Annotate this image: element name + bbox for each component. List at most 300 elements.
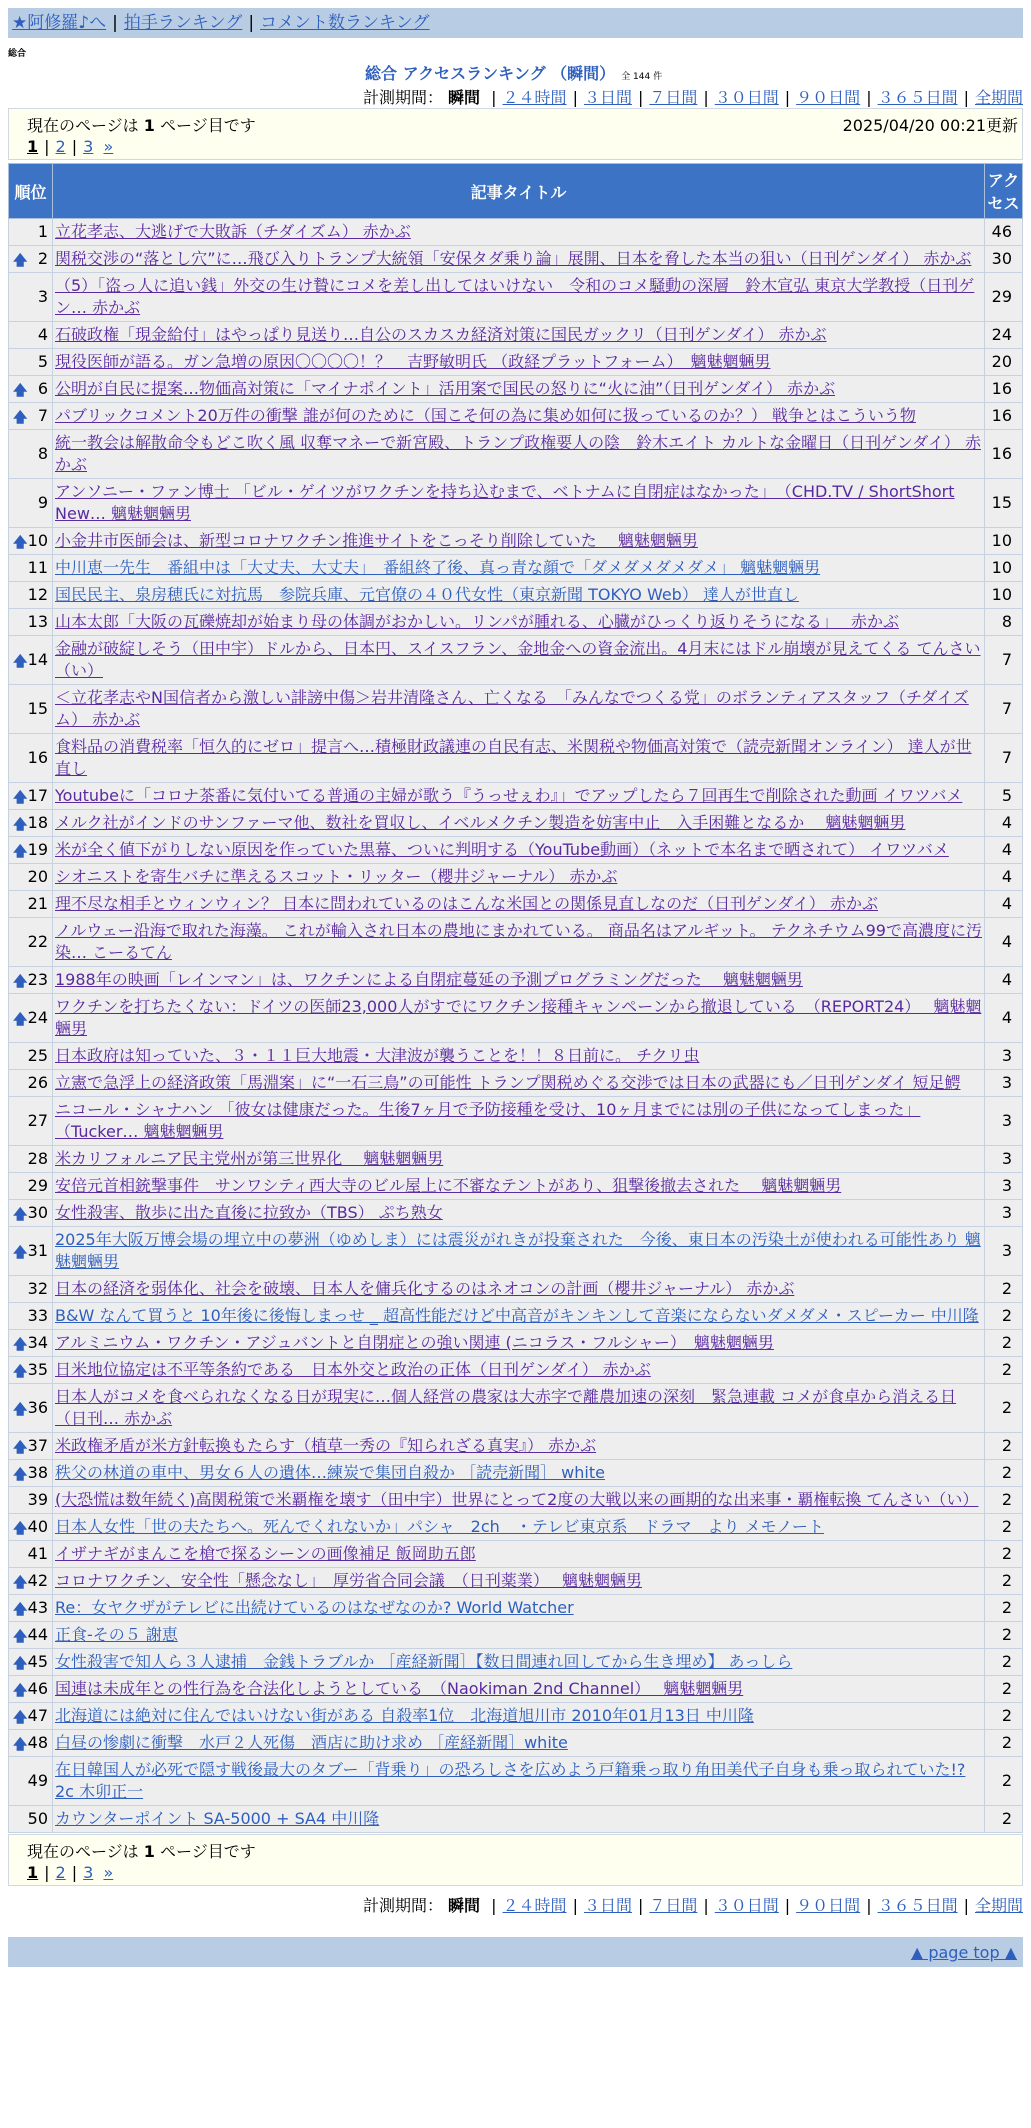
- article-title-link[interactable]: 現役医師が語る。ガン急増の原因〇〇〇〇！？ 吉野敏明氏 （政経プラットフォーム） 魑魅魍魎男: [55, 352, 771, 371]
- table-row: [9, 1541, 1023, 1568]
- title-cell: [53, 430, 985, 479]
- top-nav-bar: [8, 8, 1023, 38]
- rank-cell: [9, 479, 53, 528]
- access-count: 3: [985, 1200, 1023, 1227]
- rank-number: 9: [37, 493, 48, 512]
- period-label: 計測期間：: [362, 88, 443, 107]
- rank-cell: [9, 273, 53, 322]
- up-arrow-icon: 🡅: [13, 1467, 28, 1483]
- title-cell: [53, 918, 985, 967]
- table-row: [9, 1568, 1023, 1595]
- rank-number: 50: [27, 1809, 48, 1828]
- article-title-link[interactable]: アルミニウム・ワクチン・アジュバントと自閉症との強い関連 (ニコラス・フルシャー） 魑魅魍魎男: [55, 1333, 774, 1352]
- rank-number: 5: [37, 352, 48, 371]
- up-arrow-icon: 🡅: [13, 1440, 28, 1456]
- table-row: [9, 810, 1023, 837]
- up-arrow-icon: 🡅: [13, 1710, 28, 1726]
- table-row: [9, 864, 1023, 891]
- rank-cell: [9, 1330, 53, 1357]
- up-arrow-icon: 🡅: [13, 1602, 28, 1618]
- period-3d-link[interactable]: ３日間: [583, 88, 632, 107]
- title-cell: [53, 994, 985, 1043]
- table-row: [9, 528, 1023, 555]
- access-count: 2: [985, 1460, 1023, 1487]
- access-count: 10: [985, 582, 1023, 609]
- table-row: [9, 1622, 1023, 1649]
- article-title-link[interactable]: カウンターポイント SA-5000 + SA4 中川隆: [55, 1809, 380, 1828]
- article-title-link[interactable]: 北海道には絶対に住んではいけない街がある 自殺率1位 北海道旭川市 2010年01月13日 中川隆: [55, 1706, 754, 1725]
- article-title-link[interactable]: 理不尽な相手とウィンウィン？ 日本に問われているのはこんな米国との関係見直しなのだ（日刊ゲンダイ） 赤かぶ: [55, 894, 878, 913]
- period-separator: |: [703, 88, 709, 107]
- period-separator: |: [866, 1896, 872, 1915]
- table-row: [9, 1070, 1023, 1097]
- up-arrow-icon: 🡅: [13, 383, 28, 399]
- article-title-link[interactable]: 食料品の消費税率「恒久的にゼロ」提言へ…積極財政議連の自民有志、米関税や物価高対策で（読売新聞オンライン） 達人が世直し: [55, 737, 972, 778]
- period-90d-link[interactable]: ９０日間: [796, 1896, 861, 1915]
- article-title-link[interactable]: 女性殺害で知人ら３人逮捕 金銭トラブルか ［産経新聞］【数日間連れ回してから生き埋め】 あっしら: [55, 1652, 793, 1671]
- article-title-link[interactable]: 中川恵一先生 番組中は「大丈夫、大丈夫」 番組終了後、真っ青な顔で「ダメダメダメダメ」 魑魅魍魎男: [55, 558, 821, 577]
- table-row: [9, 1276, 1023, 1303]
- title-cell: [53, 1460, 985, 1487]
- title-cell: [53, 783, 985, 810]
- period-7d-link[interactable]: ７日間: [649, 88, 698, 107]
- article-title-link[interactable]: 秩父の林道の車中、男女６人の遺体…練炭で集団自殺か ［読売新聞］ white: [55, 1463, 605, 1482]
- rank-cell: [9, 1730, 53, 1757]
- article-title-link[interactable]: 山本太郎「大阪の瓦礫焼却が始まり母の体調がおかしい。リンパが腫れる、心臓がひっくり返りそうになる」 赤かぶ: [55, 612, 899, 631]
- period-365d-link[interactable]: ３６５日間: [877, 1896, 958, 1915]
- period-30d-link[interactable]: ３０日間: [714, 88, 779, 107]
- rank-number: 41: [27, 1544, 48, 1563]
- title-column-header: 記事タイトル: [53, 164, 985, 219]
- ranking-rows: [9, 219, 1023, 1833]
- rank-cell: [9, 1097, 53, 1146]
- article-title-link[interactable]: Youtubeに「コロナ茶番に気付いてる普通の主婦が歌う『うっせぇわ』」でアップしたら７回再生で削除された動画 イワツバメ: [55, 786, 963, 805]
- access-count: 3: [985, 1146, 1023, 1173]
- rank-number: 8: [37, 444, 48, 463]
- up-arrow-icon: 🡅: [13, 410, 28, 426]
- access-count: 20: [985, 349, 1023, 376]
- table-row: [9, 1757, 1023, 1806]
- article-title-link[interactable]: イザナギがまんこを槍で探るシーンの画像補足 飯岡助五郎: [55, 1544, 476, 1563]
- rank-cell: [9, 918, 53, 967]
- page-top-link[interactable]: ▲ page top ▲: [910, 1943, 1017, 1962]
- rank-number: 37: [27, 1436, 48, 1455]
- rank-number: 26: [27, 1073, 48, 1092]
- article-title-link[interactable]: 石破政権「現金給付」はやっぱり見送り…自公のスカスカ経済対策に国民ガックリ（日刊ゲンダイ） 赤かぶ: [55, 325, 827, 344]
- access-count: 15: [985, 479, 1023, 528]
- title-cell: [53, 1146, 985, 1173]
- article-title-link[interactable]: 在日韓国人が必死で隠す戦後最大のタブー「背乗り」の恐ろしさを広めよう戸籍乗っ取り角田美代子自身も乗っ取られていた!? 2c 木卯正一: [55, 1760, 966, 1801]
- title-cell: [53, 1303, 985, 1330]
- article-title-link[interactable]: ノルウェー沿海で取れた海藻。 これが輸入され日本の農地にまかれている。 商品名はアルギット。 テクネチウム99で高濃度に汚染… こーるてん: [55, 921, 982, 962]
- article-title-link[interactable]: 日本の経済を弱体化、社会を破壊、日本人を傭兵化するのはネオコンの計画（櫻井ジャーナル） 赤かぶ: [55, 1279, 795, 1298]
- up-arrow-icon: 🡅: [13, 654, 28, 670]
- article-title-link[interactable]: 米政権矛盾が米方針転換もたらす（植草一秀の『知られざる真実』） 赤かぶ: [55, 1436, 597, 1455]
- pager-separator: |: [44, 1863, 50, 1882]
- article-title-link[interactable]: ワクチンを打ちたくない：ドイツの医師23,000人がすでにワクチン接種キャンペーンから撤退している （REPORT24） 魑魅魍魎男: [55, 997, 982, 1038]
- table-row: [9, 918, 1023, 967]
- rank-cell: [9, 1173, 53, 1200]
- rank-number: 6: [37, 379, 48, 398]
- rank-cell: [9, 555, 53, 582]
- title-cell: [53, 1097, 985, 1146]
- period-90d-link[interactable]: ９０日間: [796, 88, 861, 107]
- up-arrow-icon: 🡅: [13, 1364, 28, 1380]
- article-title-link[interactable]: ニコール・シャナハン 「彼女は健康だった。生後7ヶ月で予防接種を受け、10ヶ月までには別の子供になってしまった」（Tucker… 魑魅魍魎男: [55, 1100, 921, 1141]
- rank-cell: [9, 1806, 53, 1833]
- rank-cell: [9, 219, 53, 246]
- article-title-link[interactable]: 安倍元首相銃撃事件 サンワシティ西大寺のビル屋上に不審なテントがあり、狙撃後撤去された 魑魅魍魎男: [55, 1176, 842, 1195]
- category-label: 総合: [8, 49, 27, 59]
- up-arrow-icon: 🡅: [13, 1245, 28, 1261]
- ranking-table: [8, 163, 1023, 1833]
- table-row: [9, 1227, 1023, 1276]
- next-page-link[interactable]: »: [103, 137, 114, 156]
- rank-number: 30: [27, 1203, 48, 1222]
- article-title-link[interactable]: コロナワクチン、安全性「懸念なし」 厚労省合同会議 （日刊薬業） 魑魅魍魎男: [55, 1571, 643, 1590]
- up-arrow-icon: 🡅: [13, 974, 28, 990]
- rank-number: 18: [27, 813, 48, 832]
- table-row: [9, 430, 1023, 479]
- table-row: [9, 1649, 1023, 1676]
- table-row: [9, 1384, 1023, 1433]
- title-cell: [53, 219, 985, 246]
- rank-number: 13: [27, 612, 48, 631]
- applause-ranking-link[interactable]: 拍手ランキング: [123, 13, 243, 33]
- title-cell: [53, 322, 985, 349]
- rank-number: 11: [27, 558, 48, 577]
- nav-separator: |: [112, 13, 118, 33]
- rank-number: 47: [27, 1706, 48, 1725]
- next-page-link[interactable]: »: [103, 1863, 114, 1882]
- article-title-link[interactable]: 女性殺害、散歩に出た直後に拉致か（TBS） ぷち熟女: [55, 1203, 443, 1222]
- article-title-link[interactable]: 2025年大阪万博会場の埋立中の夢洲（ゆめしま）には震災がれきが投棄された 今後、東日本の汚染土が使われる可能性あり 魑魅魍魎男: [55, 1230, 981, 1271]
- rank-cell: [9, 1541, 53, 1568]
- title-cell: [53, 837, 985, 864]
- table-row: [9, 1730, 1023, 1757]
- rank-number: 27: [27, 1111, 48, 1130]
- rank-number: 33: [27, 1306, 48, 1325]
- access-count: 2: [985, 1303, 1023, 1330]
- article-title-link[interactable]: 日本人女性「世の夫たちへ。死んでくれないか」パシャ 2ch ・テレビ東京系 ドラマ より メモノート: [55, 1517, 824, 1536]
- article-title-link[interactable]: 正食-その５ 謝恵: [55, 1625, 178, 1644]
- access-count: 2: [985, 1730, 1023, 1757]
- rank-number: 40: [27, 1517, 48, 1536]
- article-title-link[interactable]: B&W なんて買うと 10年後に後悔しまっせ _ 超高性能だけど中高音がキンキンして音楽にならないダメダメ・スピーカー 中川隆: [55, 1306, 979, 1325]
- rank-cell: [9, 1200, 53, 1227]
- up-arrow-icon: 🡅: [13, 1683, 28, 1699]
- article-title-link[interactable]: 1988年の映画「レインマン」は、ワクチンによる自閉症蔓延の予測プログラミングだった 魑魅魍魎男: [55, 970, 803, 989]
- pager-bottom: [27, 1863, 113, 1882]
- rank-cell: [9, 1649, 53, 1676]
- article-title-link[interactable]: 統一教会は解散命令もどこ吹く風 収奪マネーで新宮殿、トランプ政権要人の陰 鈴木エイト カルトな金曜日（日刊ゲンダイ） 赤かぶ: [55, 433, 981, 474]
- article-title-link[interactable]: アンソニー・ファン博士 「ビル・ゲイツがワクチンを持ち込むまで、ベトナムに自閉症はなかった」 （CHD.TV / ShortShort New… 魑魅魍魎男: [55, 482, 955, 523]
- article-title-link[interactable]: ＜立花孝志やN国信者から激しい誹謗中傷＞岩井清隆さん、亡くなる 「みんなでつくる党」のボランティアスタッフ（チダイズム） 赤かぶ: [55, 688, 969, 729]
- title-cell: [53, 1730, 985, 1757]
- rank-cell: [9, 1514, 53, 1541]
- access-count: 46: [985, 219, 1023, 246]
- page-1-link[interactable]: 1: [27, 1863, 39, 1882]
- pager-separator: |: [71, 137, 78, 156]
- rank-cell: [9, 582, 53, 609]
- table-row: [9, 403, 1023, 430]
- rank-cell: [9, 636, 53, 685]
- access-count: 2: [985, 1487, 1023, 1514]
- rank-cell: [9, 967, 53, 994]
- article-title-link[interactable]: 関税交渉の“落とし穴”に…飛び入りトランプ大統領「安保タダ乗り論」展開、日本を脅した本当の狙い（日刊ゲンダイ） 赤かぶ: [55, 249, 972, 268]
- rank-cell: [9, 246, 53, 273]
- rank-number: 21: [27, 894, 48, 913]
- table-header-row: [9, 164, 1023, 219]
- rank-cell: [9, 376, 53, 403]
- period-24h-link[interactable]: ２４時間: [502, 1896, 567, 1915]
- rank-cell: [9, 1043, 53, 1070]
- access-count: 29: [985, 273, 1023, 322]
- article-title-link[interactable]: 金融が破綻しそう（田中宇）ドルから、日本円、スイスフラン、金地金への資金流出。4月末にはドル崩壊が見えてくる てんさい（い）: [55, 639, 981, 680]
- access-count: 5: [985, 783, 1023, 810]
- rank-number: 14: [27, 650, 48, 669]
- article-title-link[interactable]: （5）「盗っ人に追い銭」外交の生け贄にコメを差し出してはいけない 令和のコメ騒動の深層 鈴木宣弘 東京大学教授（日刊ゲン… 赤かぶ: [55, 276, 975, 317]
- title-cell: [53, 349, 985, 376]
- period-3d-link[interactable]: ３日間: [583, 1896, 632, 1915]
- rank-cell: [9, 430, 53, 479]
- rank-number: 36: [27, 1398, 48, 1417]
- table-row: [9, 322, 1023, 349]
- title-cell: [53, 1703, 985, 1730]
- pager-top: [27, 137, 113, 156]
- rank-number: 3: [37, 287, 48, 306]
- up-arrow-icon: 🡅: [13, 1012, 28, 1028]
- page-3-link[interactable]: 3: [83, 1863, 94, 1882]
- article-title-link[interactable]: 日本人がコメを食べられなくなる日が現実に…個人経営の農家は大赤字で離農加速の深刻 緊急連載 コメが食卓から消える日（日刊… 赤かぶ: [55, 1387, 957, 1428]
- title-cell: [53, 479, 985, 528]
- article-title-link[interactable]: 米カリフォルニア民主党州が第三世界化 魑魅魍魎男: [55, 1149, 444, 1168]
- table-row: [9, 1200, 1023, 1227]
- page-info-top: [8, 108, 1023, 160]
- access-count: 2: [985, 1806, 1023, 1833]
- up-arrow-icon: 🡅: [13, 1656, 28, 1672]
- period-separator: |: [703, 1896, 709, 1915]
- title-cell: [53, 1227, 985, 1276]
- access-count: 2: [985, 1757, 1023, 1806]
- title-cell: [53, 1173, 985, 1200]
- access-count: 16: [985, 403, 1023, 430]
- title-cell: [53, 1806, 985, 1833]
- rank-cell: [9, 322, 53, 349]
- access-count: 3: [985, 1227, 1023, 1276]
- page-2-link[interactable]: 2: [55, 1863, 66, 1882]
- access-count: 2: [985, 1703, 1023, 1730]
- access-count: 2: [985, 1384, 1023, 1433]
- title-cell: [53, 685, 985, 734]
- table-row: [9, 582, 1023, 609]
- table-row: [9, 685, 1023, 734]
- title-cell: [53, 1568, 985, 1595]
- up-arrow-icon: 🡅: [13, 1629, 28, 1645]
- rank-cell: [9, 1357, 53, 1384]
- rank-number: 17: [27, 786, 48, 805]
- access-count: 4: [985, 994, 1023, 1043]
- rank-number: 10: [27, 531, 48, 550]
- access-count: 4: [985, 837, 1023, 864]
- rank-number: 20: [27, 867, 48, 886]
- title-cell: [53, 1487, 985, 1514]
- rank-cell: [9, 1676, 53, 1703]
- access-count: 2: [985, 1622, 1023, 1649]
- current-page-text: [27, 113, 256, 136]
- rank-cell: [9, 1384, 53, 1433]
- up-arrow-icon: 🡅: [13, 1521, 28, 1537]
- table-row: [9, 1357, 1023, 1384]
- rank-cell: [9, 864, 53, 891]
- period-all-link[interactable]: 全期間: [974, 88, 1023, 107]
- rank-number: 25: [27, 1046, 48, 1065]
- article-title-link[interactable]: 公明が自民に提案…物価高対策に「マイナポイント」活用案で国民の怒りに“火に油”（日刊ゲンダイ） 赤かぶ: [55, 379, 836, 398]
- period-separator: |: [491, 88, 497, 107]
- table-row: [9, 994, 1023, 1043]
- title-cell: [53, 1384, 985, 1433]
- access-count: 3: [985, 1173, 1023, 1200]
- title-cell: [53, 609, 985, 636]
- title-cell: [53, 403, 985, 430]
- title-cell: [53, 376, 985, 403]
- rank-number: 16: [27, 748, 48, 767]
- article-title-link[interactable]: 白昼の惨劇に衝撃 水戸２人死傷 酒店に助け求め ［産経新聞］white: [55, 1733, 568, 1752]
- table-row: [9, 1433, 1023, 1460]
- current-page-pre: 現在のページは: [27, 1842, 139, 1861]
- period-separator: |: [572, 1896, 578, 1915]
- table-row: [9, 273, 1023, 322]
- period-separator: |: [963, 88, 969, 107]
- access-count: 10: [985, 555, 1023, 582]
- rank-cell: [9, 994, 53, 1043]
- table-row: [9, 1595, 1023, 1622]
- up-arrow-icon: 🡅: [13, 1402, 28, 1418]
- access-count: 16: [985, 430, 1023, 479]
- period-all-link[interactable]: 全期間: [974, 1896, 1023, 1915]
- article-title-link[interactable]: 日本政府は知っていた、３・１１巨大地震・大津波が襲うことを！！８日前に。 チクリ虫: [55, 1046, 700, 1065]
- page-2-link[interactable]: 2: [55, 137, 66, 156]
- access-count: 2: [985, 1595, 1023, 1622]
- title-cell: [53, 1595, 985, 1622]
- title-cell: [53, 1276, 985, 1303]
- article-title-link[interactable]: 立花孝志、大逃げで大敗訴（チダイズム） 赤かぶ: [55, 222, 411, 241]
- rank-number: 23: [27, 970, 48, 989]
- rank-number: 12: [27, 585, 48, 604]
- current-page-post: ページ目です: [160, 1842, 256, 1861]
- table-row: [9, 1043, 1023, 1070]
- page-3-link[interactable]: 3: [83, 137, 94, 156]
- page-info-bottom: [8, 1834, 1023, 1886]
- asyura-home-link[interactable]: ★阿修羅♪へ: [12, 13, 107, 33]
- table-row: [9, 1173, 1023, 1200]
- title-cell: [53, 1757, 985, 1806]
- rank-number: 7: [37, 406, 48, 425]
- rank-number: 29: [27, 1176, 48, 1195]
- up-arrow-icon: 🡅: [13, 817, 28, 833]
- period-24h-link[interactable]: ２４時間: [502, 88, 567, 107]
- period-365d-link[interactable]: ３６５日間: [877, 88, 958, 107]
- access-count: 16: [985, 376, 1023, 403]
- article-title-link[interactable]: 小金井市医師会は、新型コロナワクチン推進サイトをこっそり削除していた 魑魅魍魎男: [55, 531, 698, 550]
- access-count: 4: [985, 810, 1023, 837]
- title-cell: [53, 734, 985, 783]
- up-arrow-icon: 🡅: [13, 1337, 28, 1353]
- table-row: [9, 1303, 1023, 1330]
- title-cell: [53, 1330, 985, 1357]
- period-separator: |: [572, 88, 578, 107]
- rank-number: 28: [27, 1149, 48, 1168]
- table-row: [9, 734, 1023, 783]
- up-arrow-icon: 🡅: [13, 790, 28, 806]
- rank-number: 45: [27, 1652, 48, 1671]
- article-title-link[interactable]: パブリックコメント20万件の衝撃 誰が何のために（国こそ何の為に集め如何に扱っているのか？） 戦争とはこういう物: [55, 406, 916, 425]
- pager-separator: |: [44, 137, 50, 156]
- article-title-link[interactable]: 米が全く値下がりしない原因を作っていた黒幕、ついに判明する（YouTube動画）（ネットで本名まで晒されて） イワツバメ: [55, 840, 949, 859]
- rank-number: 44: [27, 1625, 48, 1644]
- current-page-text: [27, 1839, 256, 1862]
- table-row: [9, 1703, 1023, 1730]
- table-row: [9, 1487, 1023, 1514]
- rank-cell: [9, 1595, 53, 1622]
- table-row: [9, 967, 1023, 994]
- title-cell: [53, 1043, 985, 1070]
- rank-number: 24: [27, 1008, 48, 1027]
- up-arrow-icon: 🡅: [13, 1207, 28, 1223]
- rank-number: 31: [27, 1241, 48, 1260]
- rank-cell: [9, 1303, 53, 1330]
- article-title-link[interactable]: シオニストを寄生バチに準えるスコット・リッター（櫻井ジャーナル） 赤かぶ: [55, 867, 618, 886]
- access-count: 2: [985, 1649, 1023, 1676]
- period-30d-link[interactable]: ３０日間: [714, 1896, 779, 1915]
- article-title-link[interactable]: 国連は未成年との性行為を合法化しようとしている （Naokiman 2nd Channel） 魑魅魍魎男: [55, 1679, 744, 1698]
- current-page-number: 1: [143, 1842, 155, 1861]
- period-7d-link[interactable]: ７日間: [649, 1896, 698, 1915]
- table-row: [9, 1806, 1023, 1833]
- total-count: 全 144 件: [621, 72, 663, 82]
- table-row: [9, 1460, 1023, 1487]
- page-title-text: 総合 アクセスランキング （瞬間）: [365, 64, 616, 83]
- article-title-link[interactable]: 立憲で急浮上の経済政策「馬淵案」に“一石三鳥”の可能性 トランプ関税めぐる交渉では日本の武器にも／日刊ゲンダイ 短足鰐: [55, 1073, 961, 1092]
- period-separator: |: [637, 1896, 644, 1915]
- article-title-link[interactable]: (大恐慌は数年続く)高関税策で米覇権を壊す（田中宇）世界にとって2度の大戦以来の画期的な出来事・覇権転換 てんさい（い）: [55, 1490, 979, 1509]
- table-row: [9, 1097, 1023, 1146]
- access-count: 7: [985, 685, 1023, 734]
- title-cell: [53, 582, 985, 609]
- period-separator: |: [637, 88, 644, 107]
- article-title-link[interactable]: 日米地位協定は不平等条約である 日本外交と政治の正体（日刊ゲンダイ） 赤かぶ: [55, 1360, 651, 1379]
- rank-number: 2: [37, 249, 48, 268]
- comment-ranking-link[interactable]: コメント数ランキング: [260, 13, 430, 33]
- access-count: 8: [985, 609, 1023, 636]
- table-row: [9, 376, 1023, 403]
- title-cell: [53, 1649, 985, 1676]
- nav-separator: |: [248, 13, 255, 33]
- access-count: 3: [985, 1043, 1023, 1070]
- article-title-link[interactable]: メルク社がインドのサンファーマ他、数社を買収し、イベルメクチン製造を妨害中止 入手困難となるか 魑魅魍魎男: [55, 813, 906, 832]
- article-title-link[interactable]: Re：女ヤクザがテレビに出続けているのはなぜなのか? World Watcher: [55, 1598, 574, 1617]
- title-cell: [53, 528, 985, 555]
- title-cell: [53, 1676, 985, 1703]
- page-1-link[interactable]: 1: [27, 137, 39, 156]
- table-row: [9, 1146, 1023, 1173]
- rank-cell: [9, 1757, 53, 1806]
- rank-number: 15: [27, 699, 48, 718]
- updated-timestamp: 2025/04/20 00:21更新: [842, 116, 1018, 135]
- rank-number: 49: [27, 1771, 48, 1790]
- article-title-link[interactable]: 国民民主、泉房穂氏に対抗馬 参院兵庫、元官僚の４０代女性（東京新聞 TOKYO Web） 達人が世直し: [55, 585, 799, 604]
- rank-number: 1: [37, 222, 48, 241]
